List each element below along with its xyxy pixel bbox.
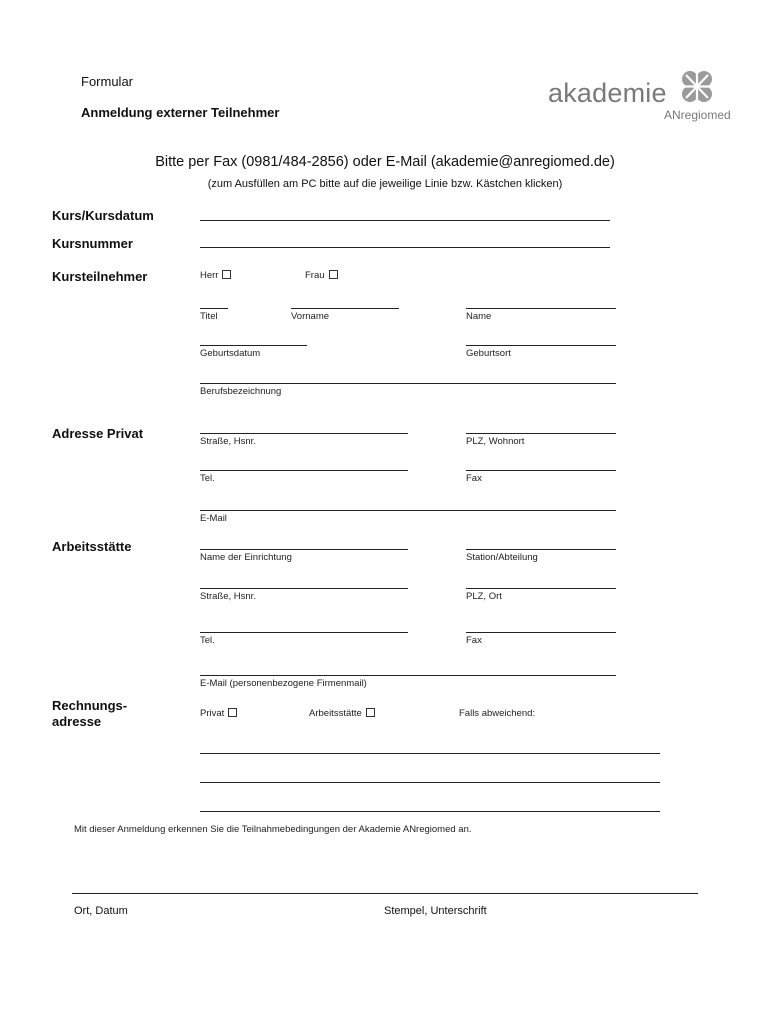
logo <box>548 66 738 126</box>
rechnung-line-3-field[interactable] <box>200 811 660 812</box>
name-caption: Name <box>466 311 492 322</box>
name-field[interactable] <box>466 308 616 309</box>
frau-label: Frau <box>305 270 325 281</box>
rechnung-privat-option <box>200 708 237 719</box>
arbeit-plz-field[interactable] <box>466 588 616 589</box>
geburtsdatum-field[interactable] <box>200 345 307 346</box>
arbeit-fax-caption: Fax <box>466 635 482 646</box>
privat-plz-field[interactable] <box>466 433 616 434</box>
page-title: Anmeldung externer Teilnehmer <box>81 105 280 120</box>
arbeit-strasse-field[interactable] <box>200 588 408 589</box>
arbeit-fax-field[interactable] <box>466 632 616 633</box>
abweichend-label: Falls abweichend: <box>459 708 536 719</box>
rechnung-privat-checkbox[interactable] <box>228 708 237 717</box>
arbeit-tel-caption: Tel. <box>200 635 215 646</box>
clover-logo-icon <box>674 68 720 108</box>
section-kurs-label: Kurs/Kursdatum <box>52 208 154 223</box>
privat-tel-caption: Tel. <box>200 473 215 484</box>
vorname-caption: Vorname <box>291 311 330 322</box>
frau-checkbox[interactable] <box>329 270 338 279</box>
station-field[interactable] <box>466 549 616 550</box>
privat-tel-field[interactable] <box>200 470 408 471</box>
contact-line: Bitte per Fax (0981/484-2856) oder E-Mail (akademie@anregiomed.de) <box>155 154 615 170</box>
rechnung-arbeit-checkbox[interactable] <box>366 708 375 717</box>
kursnummer-field[interactable] <box>200 247 610 248</box>
arbeit-tel-field[interactable] <box>200 632 408 633</box>
privat-email-caption: E-Mail <box>200 513 227 524</box>
privat-plz-caption: PLZ, Wohnort <box>466 436 525 447</box>
section-rechnung-label-1: Rechnungs- <box>52 698 128 713</box>
titel-field[interactable] <box>200 308 228 309</box>
ort-datum-caption: Ort, Datum <box>74 905 128 917</box>
rechnung-line-1-field[interactable] <box>200 753 660 754</box>
logo-word: akademie <box>548 78 667 108</box>
kurs-datum-field[interactable] <box>200 220 610 221</box>
arbeit-email-caption: E-Mail (personenbezogene Firmenmail) <box>200 678 367 689</box>
titel-caption: Titel <box>200 311 218 322</box>
frau-option <box>305 270 338 281</box>
section-teilnehmer-label: Kursteilnehmer <box>52 269 148 284</box>
section-kursnummer-label: Kursnummer <box>52 236 133 251</box>
signature-line-field[interactable] <box>72 893 698 894</box>
privat-strasse-caption: Straße, Hsnr. <box>200 436 256 447</box>
section-adresse-label: Adresse Privat <box>52 426 144 441</box>
fill-hint: (zum Ausfüllen am PC bitte auf die jeweilige Linie bzw. Kästchen klicken) <box>207 178 563 190</box>
station-caption: Station/Abteilung <box>466 552 538 563</box>
logo-subtitle: ANregiomed <box>664 108 731 122</box>
privat-fax-caption: Fax <box>466 473 482 484</box>
vorname-field[interactable] <box>291 308 399 309</box>
section-arbeit-label: Arbeitsstätte <box>52 539 132 554</box>
herr-label: Herr <box>200 270 219 281</box>
rechnung-arbeit-label: Arbeitsstätte <box>309 708 362 719</box>
terms-notice: Mit dieser Anmeldung erkennen Sie die Teilnahmebedingungen der Akademie ANregiomed an. <box>74 824 472 835</box>
privat-fax-field[interactable] <box>466 470 616 471</box>
form-label: Formular <box>81 74 134 89</box>
section-rechnung-label-2: adresse <box>52 714 102 729</box>
privat-email-field[interactable] <box>200 510 616 511</box>
einrichtung-field[interactable] <box>200 549 408 550</box>
rechnung-line-2-field[interactable] <box>200 782 660 783</box>
beruf-caption: Berufsbezeichnung <box>200 386 282 397</box>
herr-option <box>200 270 231 281</box>
rechnung-arbeit-option <box>309 708 375 719</box>
privat-strasse-field[interactable] <box>200 433 408 434</box>
herr-checkbox[interactable] <box>222 270 231 279</box>
arbeit-plz-caption: PLZ, Ort <box>466 591 502 602</box>
arbeit-email-field[interactable] <box>200 675 616 676</box>
geburtsort-field[interactable] <box>466 345 616 346</box>
arbeit-strasse-caption: Straße, Hsnr. <box>200 591 256 602</box>
geburtsdatum-caption: Geburtsdatum <box>200 348 261 359</box>
einrichtung-caption: Name der Einrichtung <box>200 552 292 563</box>
beruf-field[interactable] <box>200 383 616 384</box>
stempel-caption: Stempel, Unterschrift <box>384 905 487 917</box>
geburtsort-caption: Geburtsort <box>466 348 511 359</box>
rechnung-privat-label: Privat <box>200 708 225 719</box>
